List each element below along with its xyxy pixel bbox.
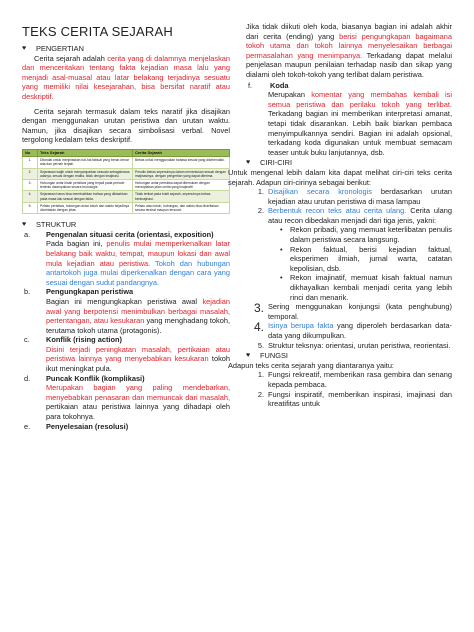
highlight-segment: Berbentuk recon teks atau cerita ulang. — [268, 206, 407, 216]
list-text — [268, 341, 452, 351]
table-header-teks: Teks Sejarah — [38, 149, 133, 156]
list-number: 1. — [257, 370, 264, 380]
text-segment: Cerita sejarah adalah — [34, 53, 108, 63]
item-title: Pengenalan situasi cerita (orientasi, exposition) — [46, 229, 214, 239]
list-text: Fungsi rekreatif, memberikan rasa gembira dan senang kepada pembaca. — [268, 370, 452, 389]
item-label: c. — [24, 335, 30, 345]
bullet-dot-icon: • — [280, 225, 283, 235]
item-text — [46, 297, 230, 335]
recon-type-item — [246, 245, 452, 274]
highlight-segment: kejadian awal yang berpotensi menimbulkan berbagai masalah, pertentangan, atau kesukaran — [46, 296, 230, 326]
list-number: 5. — [257, 340, 264, 350]
text-segment: Merupakan — [268, 90, 312, 100]
table-cell: Pelaku atau tokoh, hubungan, dan waktu bisa diceritakan secara tersirat maupun tersurat. — [133, 202, 230, 213]
list-text — [268, 302, 452, 321]
heart-icon: ♥ — [22, 221, 27, 229]
struktur-item — [22, 287, 230, 335]
item-body — [46, 335, 230, 373]
list-number: 1. — [257, 187, 264, 197]
text-segment: pertikaian atau peristiwa lainnya yang dihadapi oleh para tokohnya. — [46, 402, 230, 422]
struktur-item — [22, 335, 230, 373]
recon-type-text: Rekon imajinatif, memuat kisah faktual namun dikhayalkan kembali menjadi cerita yang lebih rinci dan menarik. — [290, 273, 452, 302]
list-item — [246, 390, 452, 409]
heart-icon: ♥ — [246, 159, 251, 167]
item-title: Koda — [270, 80, 289, 90]
heading-label: FUNGSI — [260, 351, 288, 361]
heading-label: STRUKTUR — [36, 220, 77, 230]
highlight-segment: berisi pengungkapan bagaimana tokoh utama dan tokoh lainnya menyelesaikan berbagai permasalahan yang menimpanya. — [246, 31, 452, 60]
pengertian-paragraph-1 — [22, 54, 230, 102]
table-header-cerita: Cerita Sejarah — [133, 149, 230, 156]
list-item — [246, 302, 452, 321]
section-heading-ciri — [246, 158, 452, 168]
table-cell: 2. — [23, 168, 38, 179]
text-segment: yang menghadang tokoh, terutama tokoh utama (protagonis). — [46, 316, 230, 335]
table-cell: 1. — [23, 157, 38, 168]
highlight-segment: Disajikan secara kronologis — [268, 187, 372, 197]
item-text — [46, 383, 230, 421]
fungsi-list — [246, 370, 452, 408]
text-segment: Terkadang bagian ini memberikan interpretasi amanat, tetapi tidak disarankan. Lebih baik biarkan pembaca menyimpulkannya sendiri. Bagian ini adalah opsional, terkadang koda digunakan untuk membuat semacam teaser untuk buku lanjutannya, dsb. — [268, 109, 452, 157]
item-body — [46, 374, 230, 422]
struktur-list — [22, 230, 230, 431]
ciri-list — [246, 187, 452, 225]
list-item — [246, 341, 452, 351]
recon-type-text: Rekon faktual, berisi kejadian faktual, eksperimen ilmiah, jurnal warta, catatan kepolisian, dsb. — [290, 244, 452, 273]
list-text: Fungsi inspiratif, memberikan inspirasi, imajinasi dan kreatifitas untuk — [268, 389, 452, 409]
page-title: TEKS CERITA SEJARAH — [22, 24, 173, 39]
table-header-no: No — [23, 149, 38, 156]
heart-icon: ♥ — [246, 352, 251, 360]
list-item — [246, 370, 452, 389]
item-title: Pengungkapan peristiwa — [46, 287, 134, 297]
item-body — [46, 230, 230, 288]
table-cell: Bebas untuk menggunakan bahasa sesuai yang dikehendaki. — [133, 157, 230, 168]
highlight-segment: penulis mulai memperkenalkan latar belakang baik waktu, tempat, maupun lokasi dan awal mula kejadian atau peristiwa. — [46, 239, 230, 268]
struktur-item — [22, 374, 230, 422]
list-number: 4. — [253, 320, 264, 335]
resolusi-paragraph — [246, 22, 452, 80]
table-cell: Hubungan antar kisah peristiwa yang terjadi pada periode tertentu disampaikan secara kronologis. — [38, 179, 133, 190]
table-row — [23, 202, 230, 213]
text-segment: yang diperoleh berdasarkan data-data yang dikumpulkan. — [268, 321, 453, 340]
item-title: Penyelesaian (resolusi) — [46, 421, 129, 431]
koda-item — [246, 81, 452, 91]
pengertian-paragraph-2: Cerita sejarah termasuk dalam teks naratif jika disajikan dengan menggunakan urutan peristiwa dan urutan waktu. Namun, jika disajikan secara simbolisasi verbal. Novel tergolong kedalam teks deskriptif. — [22, 106, 230, 145]
list-item — [246, 321, 452, 340]
koda-paragraph — [246, 90, 452, 157]
struktur-item — [22, 230, 230, 288]
item-text — [46, 239, 230, 287]
text-segment: Struktur teksnya: orientasi, urutan peristiwa, reorientasi. — [268, 340, 451, 350]
list-text — [268, 206, 452, 225]
ciri-list-continued — [246, 302, 452, 350]
ciri-intro: Untuk mengenal lebih dalam kita dapat melihat ciri-ciri teks cerita sejarah. Adapun ciri-cirinya sebagai berikut: — [228, 167, 452, 187]
text-segment: tokoh ikut meningkat pula. — [46, 354, 230, 374]
text-segment: Cerita ulang atau recon dibedakan menjadi dari tiga jenis, yakni: — [268, 206, 453, 225]
recon-list — [246, 225, 452, 302]
item-text — [46, 345, 230, 374]
highlight-segment: Isinya berupa fakta — [268, 321, 334, 331]
left-column — [22, 0, 230, 431]
list-number: 2. — [257, 206, 264, 216]
recon-type-item — [246, 273, 452, 302]
heading-label: CIRI-CIRI — [260, 158, 293, 168]
item-label: b. — [24, 287, 31, 297]
section-heading-fungsi — [246, 351, 452, 361]
recon-type-text: Rekon pribadi, yang memuat keterlibatan penulis dalam peristiwa secara langsung. — [290, 225, 452, 245]
table-cell: Sejarawan harus bisa membuktikan bahwa yang dikisahkan pada masa lalu sesuai dengan fakta. — [38, 191, 133, 202]
heading-label: PENGERTIAN — [36, 44, 84, 53]
item-label: e. — [24, 421, 31, 431]
table-cell: 5. — [23, 202, 38, 213]
highlight-segment: Tokoh dan hubungan antartokoh juga mulai diperkenalkan dengan cara yang sesuai dengan sudut pandangnya. — [46, 258, 230, 287]
list-number: 2. — [257, 389, 264, 399]
struktur-item — [22, 422, 230, 432]
item-label: f. — [248, 80, 253, 90]
item-body — [46, 287, 230, 335]
recon-type-item — [246, 225, 452, 244]
text-segment: Sering menggunakan konjungsi (kata penghubung) temporal. — [268, 302, 452, 321]
heart-icon: ♥ — [22, 45, 27, 52]
item-title: Puncak Konflik (komplikasi) — [46, 373, 145, 383]
text-segment: Bagian ini mengungkapkan peristiwa awal — [46, 296, 203, 306]
right-column — [228, 22, 453, 409]
list-number: 3. — [253, 301, 264, 316]
item-title: Konflik (rising action) — [46, 335, 122, 345]
section-heading-pengertian — [22, 44, 230, 54]
table-row — [23, 157, 230, 168]
text-segment: Jika tidak diikuti oleh koda, biasanya bagian ini adalah akhir dari cerita (ending) yang — [246, 22, 452, 41]
comparison-table — [22, 149, 230, 214]
table-cell: Hubungan antar peristiwa dapat ditemukan dengan menciptakan jalan cerita yang imajinatif. — [133, 179, 230, 190]
table-cell: Penulis bebas sepenuhnya dalam menentukan sesuai dengan imajinasinya, dengan pengertian yang dapat diterima. — [133, 168, 230, 179]
item-body — [46, 422, 230, 432]
table-row — [23, 168, 230, 179]
table-row — [23, 191, 230, 202]
list-item — [246, 206, 452, 225]
highlight-segment: Disini terjadi peningkatan masalah, pertikaian atau peristiwa lainnya yang menyebabkan kesukaran — [46, 344, 230, 364]
bullet-dot-icon: • — [280, 273, 283, 283]
table-cell: Pelaku peristiwa, hubungan antar tokoh dan waktu terjadinya diceritakan dengan jelas. — [38, 202, 133, 213]
bullet-dot-icon: • — [280, 244, 283, 254]
table-row — [23, 179, 230, 190]
list-text — [268, 321, 452, 340]
table-cell: Sejarawan wajib untuk menyampaikan sesuatu sebagaimana adanya, sesuai dengan realita, tidak dengan imajinasi. — [38, 168, 133, 179]
item-label: a. — [24, 229, 31, 239]
table-header-row — [23, 149, 230, 156]
highlight-segment: Merupakan bagian yang paling mendebarkan, menyebabkan penasaran dan memuncak dari masalah, — [46, 383, 230, 402]
text-segment: Terkadang dapat melalui penjelasan maupun penilaian terhadap nasib dan sikap yang dialami oleh tokoh-tokoh yang terlibat dalam peristiwa. — [246, 50, 452, 79]
table-cell: 4. — [23, 191, 38, 202]
table-cell: Tidak terikat pada bukti sejarah, sepenuhnya bebas berimajinasi. — [133, 191, 230, 202]
list-item — [246, 187, 452, 206]
list-text — [268, 187, 452, 206]
text-segment: berdasarkan urutan kejadian atau urutan peristiwa di masa lampau — [268, 187, 452, 206]
table-cell: Ditandai untuk menjelaskan hal-hal faktual yang benar-benar ada dan pernah terjadi. — [38, 157, 133, 168]
fungsi-intro: Adapun teks cerita sejarah yang diantaranya yaitu: — [228, 360, 394, 370]
highlight-segment: komentar yang membahas kembali isi semua peristiwa dan perilaku tokoh yang terlibat. — [268, 90, 452, 109]
section-heading-struktur — [22, 220, 230, 230]
text-segment: Pada bagian ini, — [46, 239, 107, 249]
table-cell: 3. — [23, 179, 38, 190]
highlight-segment: cerita yang di dalamnya menjelaskan dan menceritakan tentang fakta kejadian masa lalu yang menjadi asal-muasal atau latar belakang terjadinya sesuatu yang memiliki nilai kesejarahan, bisa bersifat naratif atau deskriptif. — [22, 53, 230, 101]
item-label: d. — [24, 373, 31, 383]
